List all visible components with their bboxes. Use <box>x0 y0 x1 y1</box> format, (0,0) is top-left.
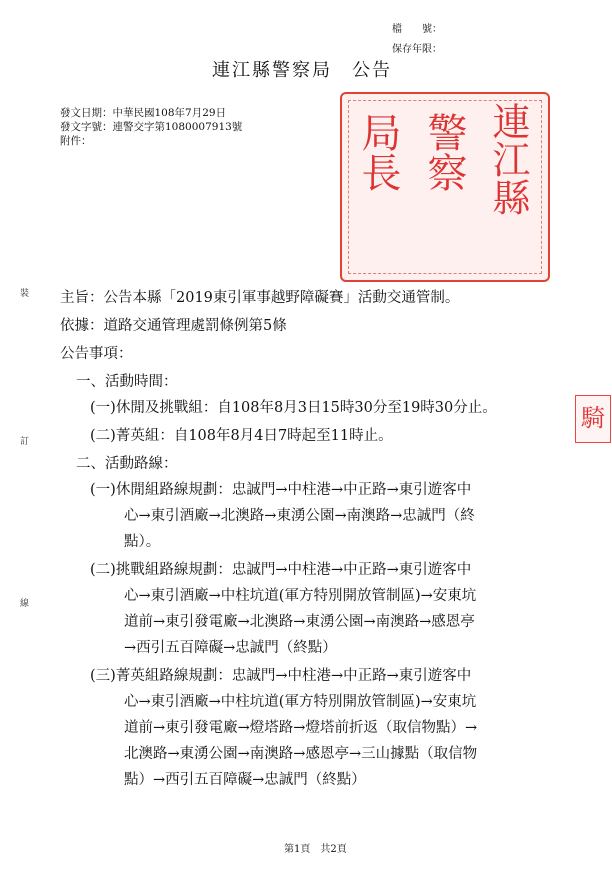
route-1-line: 心→東引酒廠→北澳路→東湧公園→南澳路→忠誠門（終 <box>124 508 475 524</box>
items-heading: 公告事項： <box>60 346 133 362</box>
route-3-line: 北澳路→東湧公園→南澳路→感恩亭→三山據點（取信物 <box>124 746 478 762</box>
route-1-line: 點）。 <box>124 534 161 550</box>
binding-mark-mid: 訂 <box>20 437 30 447</box>
route-3-line: 道前→東引發電廠→燈塔路→燈塔前折返（取信物點）→ <box>124 720 478 736</box>
subject-line: 主旨：公告本縣「2019東引軍事越野障礙賽」活動交通管制。 <box>60 290 460 306</box>
route-3-line: 點）→西引五百障礙→忠誠門（終點） <box>124 772 366 788</box>
seal-text-mid: 警察 <box>421 112 467 192</box>
binding-mark-top: 裝 <box>20 289 30 299</box>
issue-date: 發文日期：中華民國108年7月29日 <box>60 107 227 119</box>
attachment-label: 附件： <box>60 135 92 147</box>
section-2-title: 二、活動路線： <box>76 456 178 472</box>
small-red-stamp: 騎 <box>575 395 611 443</box>
basis-line: 依據：道路交通管理處罰條例第5條 <box>60 318 287 334</box>
route-2-line: 心→東引酒廠→中柱坑道(軍方特別開放管制區)→安東坑 <box>124 588 477 604</box>
section-1-item-b: (二)菁英組：自108年8月4日7時起至11時止。 <box>90 428 393 444</box>
section-1-title: 一、活動時間： <box>76 374 178 390</box>
route-2-line: (二)挑戰組路線規劃：忠誠門→中柱港→中正路→東引遊客中 <box>90 562 472 578</box>
file-number-label: 檔 號： <box>392 24 442 35</box>
route-2-line: →西引五百障礙→忠誠門（終點） <box>124 640 337 656</box>
retention-period-label: 保存年限： <box>392 44 442 55</box>
seal-text-left: 局長 <box>355 112 401 192</box>
page-number-footer: 第1頁 共2頁 <box>284 844 347 855</box>
document-number: 發文字號：連警交字第1080007913號 <box>60 121 243 133</box>
route-2-line: 道前→東引發電廠→北澳路→東湧公園→南澳路→感恩亭 <box>124 614 475 630</box>
page-title: 連江縣警察局 公告 <box>212 60 392 81</box>
route-3-line: 心→東引酒廠→中柱坑道(軍方特別開放管制區)→安東坑 <box>124 694 477 710</box>
official-seal-stamp <box>340 92 550 282</box>
section-1-item-a: (一)休閒及挑戰組：自108年8月3日15時30分至19時30分止。 <box>90 400 497 416</box>
seal-text-right: 連江縣 <box>486 102 530 216</box>
route-3-line: (三)菁英組路線規劃：忠誠門→中柱港→中正路→東引遊客中 <box>90 668 472 684</box>
binding-mark-bottom: 線 <box>20 599 30 609</box>
route-1-line: (一)休閒組路線規劃：忠誠門→中柱港→中正路→東引遊客中 <box>90 482 472 498</box>
